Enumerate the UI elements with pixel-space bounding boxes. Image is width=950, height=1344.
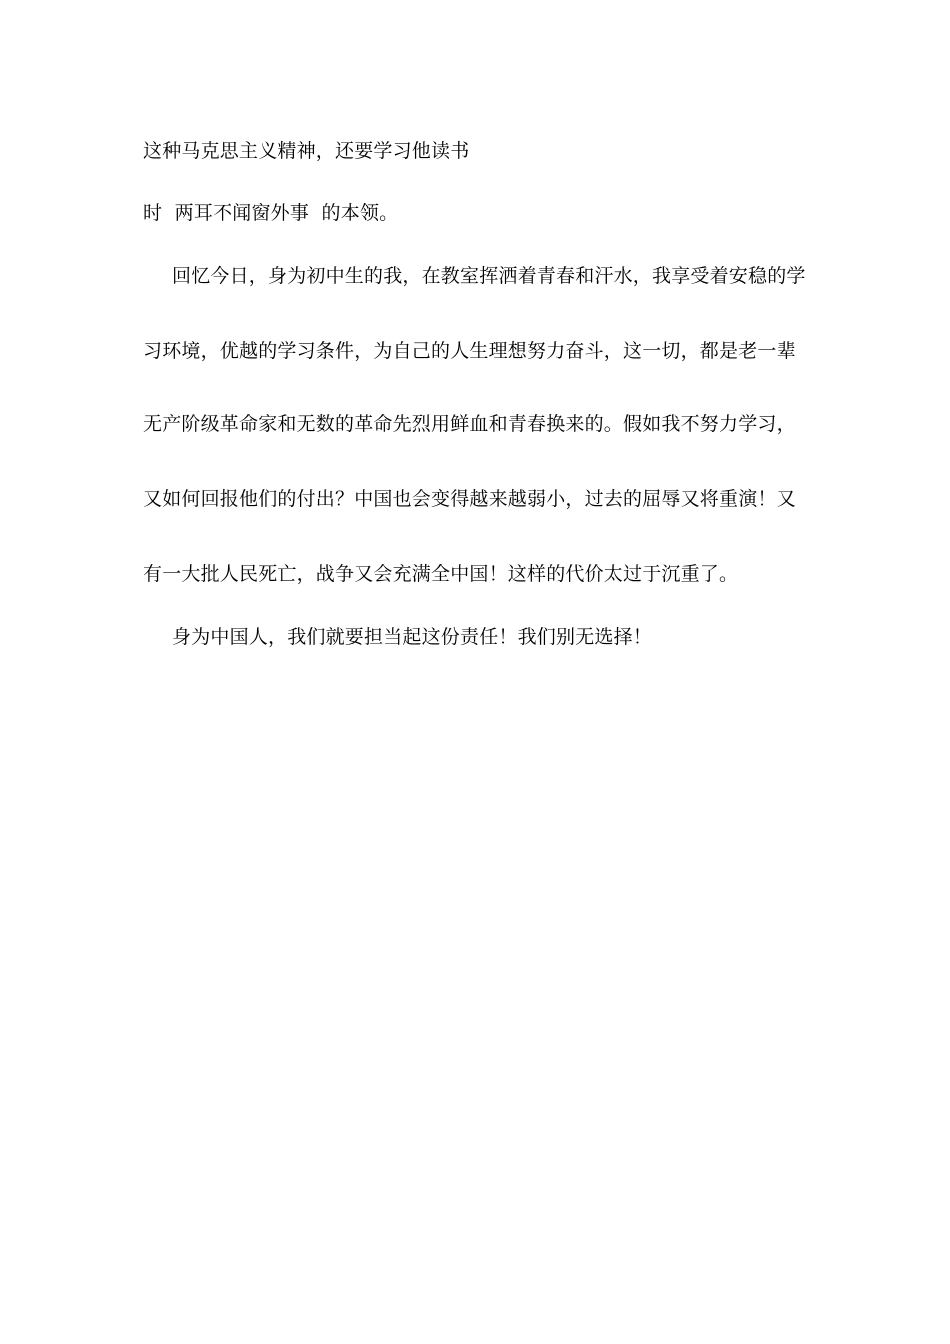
text-line: 无产阶级革命家和无数的革命先烈用鲜血和青春换来的。假如我不努力学习， xyxy=(143,413,796,435)
text-line: 时 两耳不闻窗外事 的本领。 xyxy=(143,202,399,224)
paragraph-first-line: 回忆今日，身为初中生的我，在教室挥洒着青春和汗水，我享受着安稳的学 xyxy=(172,265,806,287)
paragraph-first-line: 身为中国人，我们就要担当起这份责任！我们别无选择！ xyxy=(172,626,653,648)
text-line: 有一大批人民死亡，战争又会充满全中国！这样的代价太过于沉重了。 xyxy=(143,563,739,585)
text-line: 又如何回报他们的付出？中国也会变得越来越弱小，过去的屈辱又将重演！又 xyxy=(143,488,796,510)
text-line: 这种马克思主义精神，还要学习他读书 xyxy=(143,140,470,162)
text-line: 习环境，优越的学习条件，为自己的人生理想努力奋斗，这一切，都是老一辈 xyxy=(143,340,796,362)
